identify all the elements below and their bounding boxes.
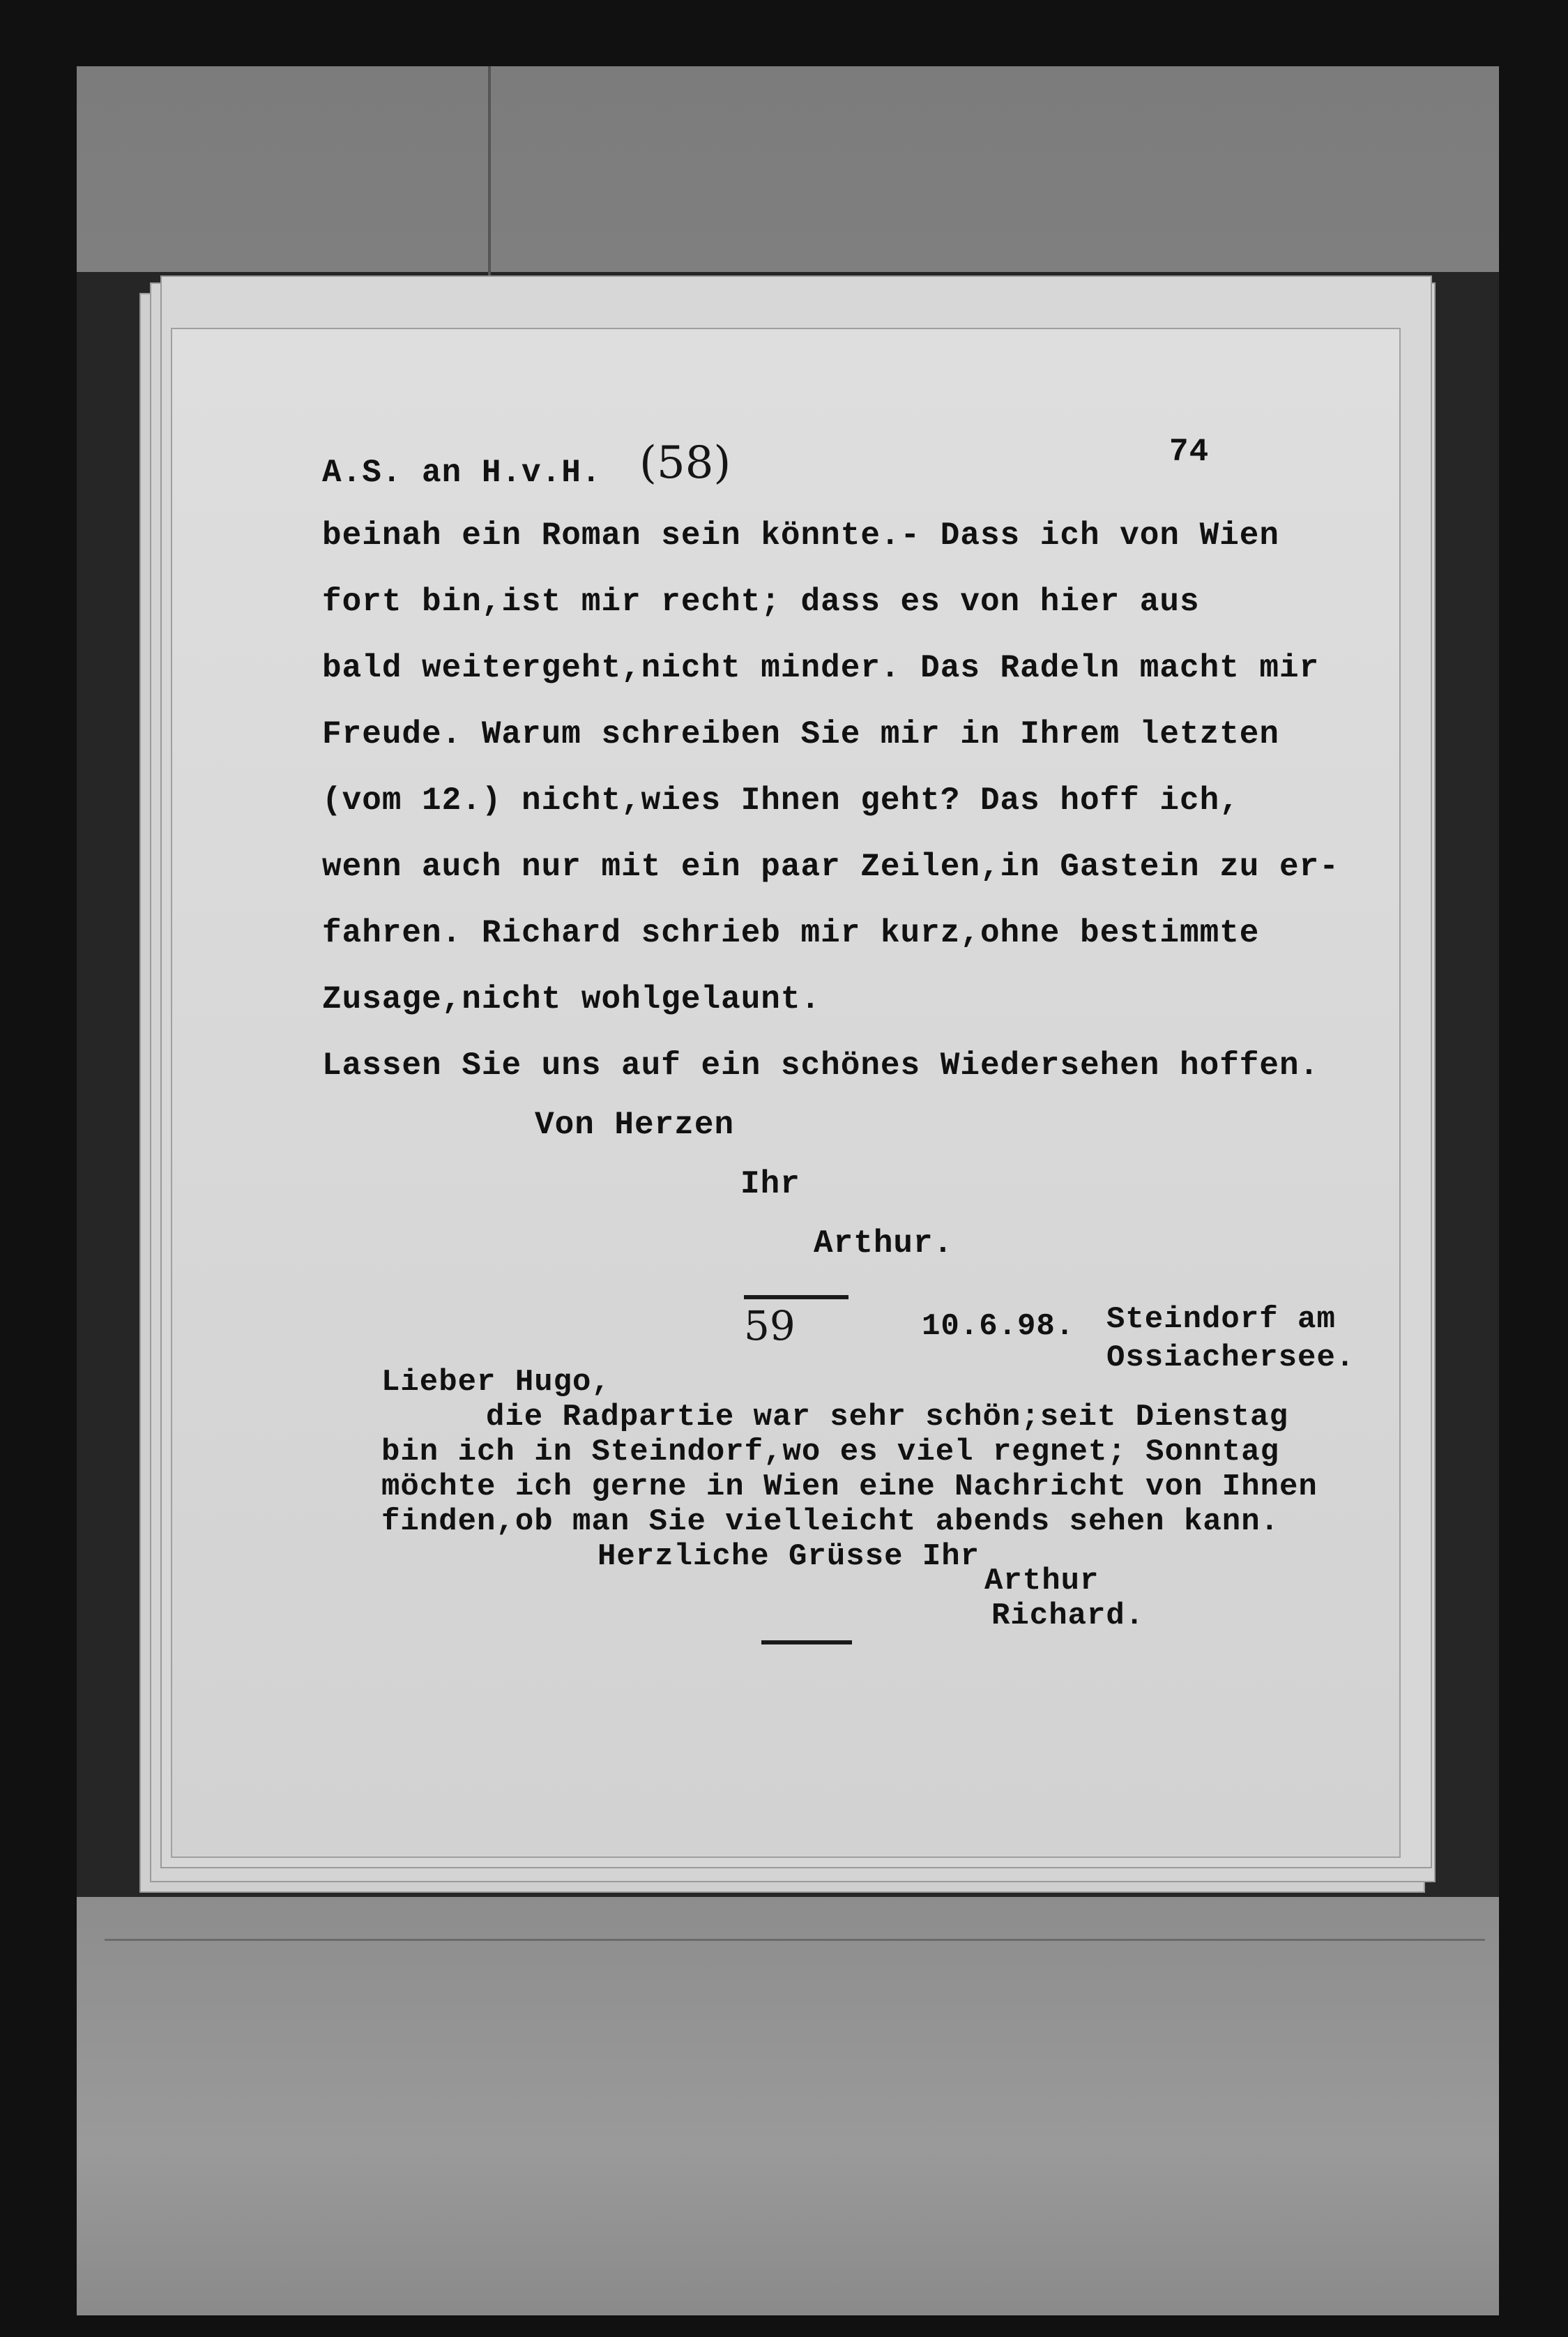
letter-line: wenn auch nur mit ein paar Zeilen,in Gastein zu er- [322,849,1339,885]
letter-signature: Arthur [984,1564,1099,1598]
letter-line: fahren. Richard schrieb mir kurz,ohne bestimmte [322,915,1260,951]
letter-line: finden,ob man Sie vielleicht abends sehen kann. [381,1504,1280,1539]
separator-line [761,1640,852,1644]
letter-line: (vom 12.) nicht,wies Ihnen geht? Das hoff ich, [322,782,1240,819]
backdrop-lower-panel [77,1897,1499,2315]
typed-page [171,328,1401,1858]
handwritten-letter-number: (58) [639,437,731,489]
recipient-line: A.S. an H.v.H. [322,455,602,491]
letter-line: Zusage,nicht wohlgelaunt. [322,981,821,1018]
letter-signature: Arthur. [814,1225,954,1262]
letter-date: 10.6.98. [922,1309,1075,1344]
letter-place: Ossiachersee. [1106,1340,1355,1375]
letter-salutation: Lieber Hugo, [381,1365,611,1400]
separator-line [744,1295,848,1299]
backdrop-fold [105,1939,1485,1941]
letter-greeting: Herzliche Grüsse Ihr [597,1539,980,1574]
letter-place: Steindorf am [1106,1302,1336,1337]
letter-closing: Ihr [740,1166,800,1202]
letter-line: möchte ich gerne in Wien eine Nachricht von Ihnen [381,1469,1318,1504]
letter-closing: Von Herzen [535,1107,735,1143]
letter-line: fort bin,ist mir recht; dass es von hier aus [322,584,1200,620]
letter-line: bin ich in Steindorf,wo es viel regnet; Sonntag [381,1435,1280,1469]
handwritten-letter-number: 59 [744,1302,796,1349]
letter-signature: Richard. [991,1598,1145,1633]
page-number: 74 [1169,434,1210,470]
letter-line: Lassen Sie uns auf ein schönes Wiedersehen hoffen. [322,1048,1320,1084]
letter-line: bald weitergeht,nicht minder. Das Radeln macht mir [322,650,1320,686]
letter-line: die Radpartie war sehr schön;seit Dienstag [486,1400,1288,1435]
letter-line: beinah ein Roman sein könnte.- Dass ich von Wien [322,517,1280,554]
backdrop-crease [488,66,491,275]
letter-line: Freude. Warum schreiben Sie mir in Ihrem letzten [322,716,1280,752]
